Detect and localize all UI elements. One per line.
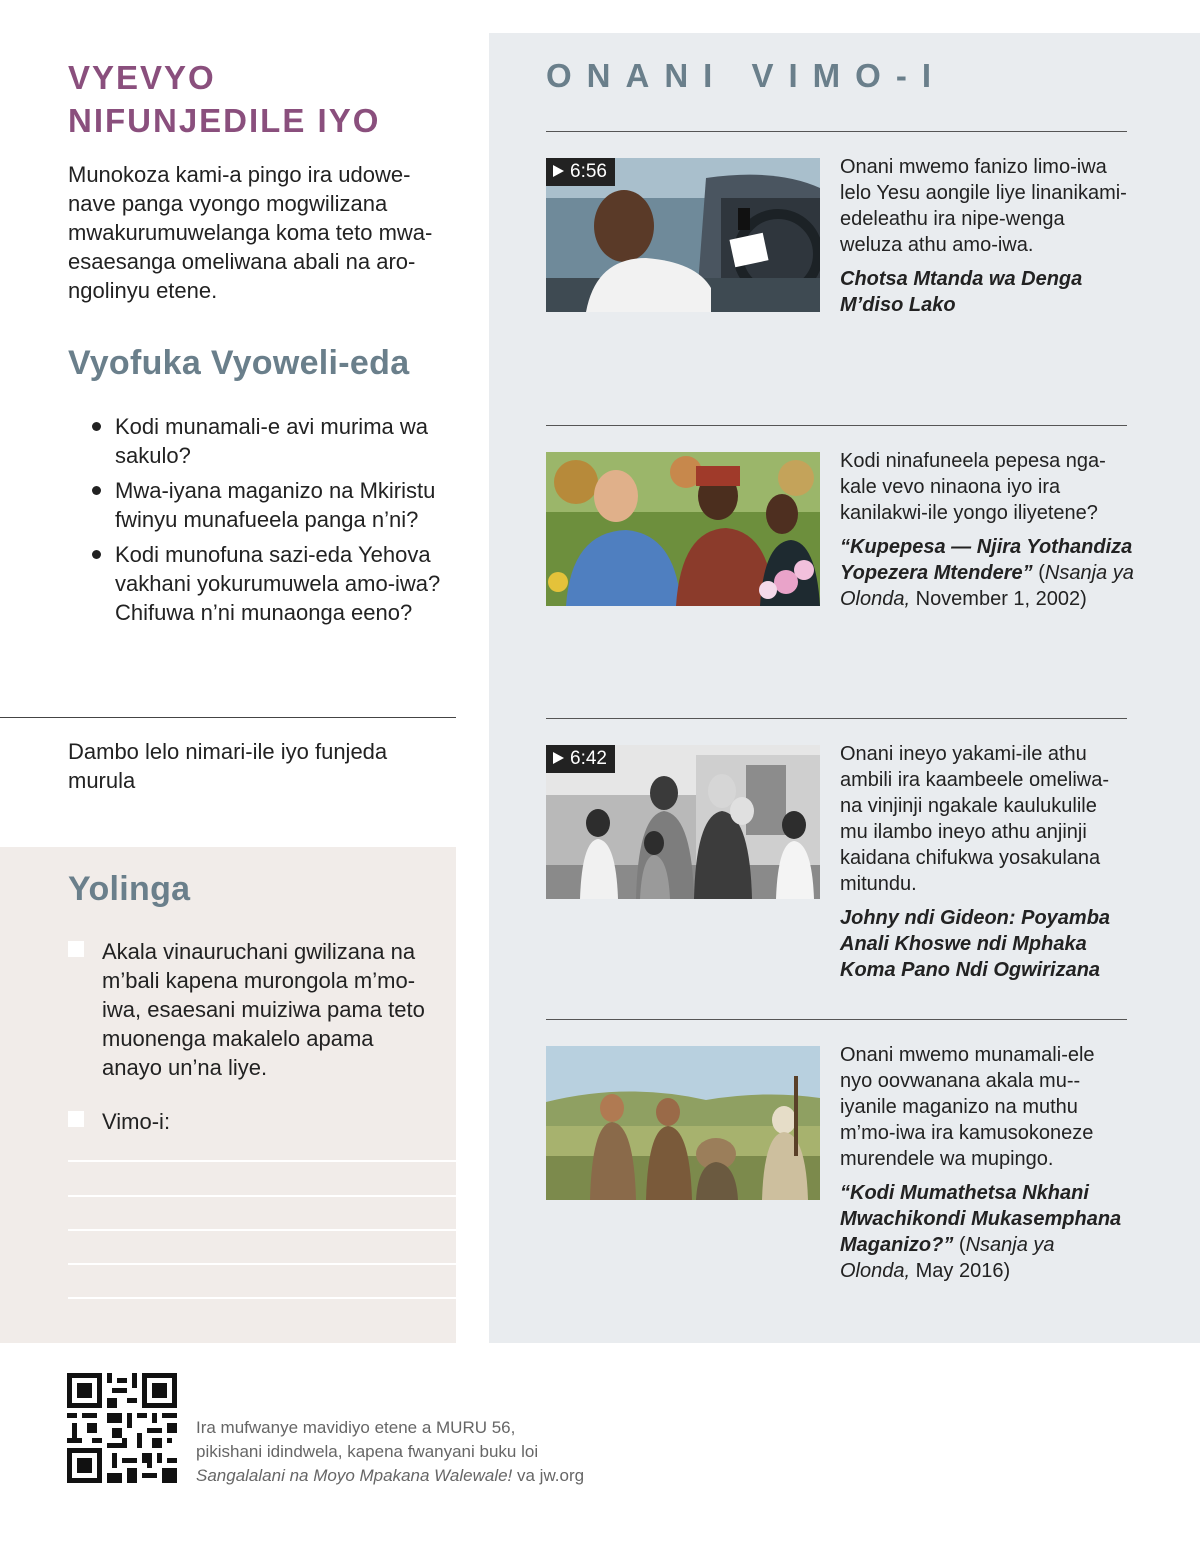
notes-prompt: Dambo lelo nimari-ile iyo funjeda murula [68,739,388,793]
play-icon [553,165,564,177]
qr-code-icon[interactable] [67,1373,177,1483]
reference-source: Nsanja ya Olonda, [840,562,1134,610]
title-line-2: NIFUNJEDILE IYO [68,102,381,139]
duration-text: 6:56 [570,161,607,182]
footer-note [196,1416,676,1488]
question-text: Kodi munamali-e avi murima wa sakulo? [115,414,428,468]
greeting-scene-image [546,452,820,606]
checkbox[interactable] [68,1111,84,1127]
qr-code-graphic [67,1373,177,1483]
reference-title[interactable]: “Kodi Mumathetsa Nkhani Mwachikondi Mukasemphana Maganizo?” [840,1182,1122,1256]
write-line[interactable] [68,1229,456,1231]
questions-heading: Vyofuka Vyoweli-eda [68,344,410,382]
reference-title[interactable]: “Kupepesa — Njira Yothandiza Yopezera Mtendere” [840,536,1133,584]
item-divider [546,425,1127,426]
item-divider [546,1019,1127,1020]
checkbox[interactable] [68,941,84,957]
goal-item-text: Vimo-i: [102,1109,171,1134]
item-reference[interactable] [840,905,1120,983]
item-reference[interactable] [840,1180,1125,1284]
title-line-1: VYEVYO [68,59,216,96]
goal-item-other[interactable] [68,1107,438,1136]
item-description: Kodi ninafuneela pepesa nga-kale vevo ninaona iyo ira kanilakwi-ile yongo iliyetene? [840,450,1106,524]
write-line[interactable] [68,1195,456,1197]
question-text: Kodi munofuna sazi-eda Yehova vakhani yokurumuwela amo-iwa? Chifuwa n’ni munaonga eeno? [115,542,441,625]
ancient-discussion-image [546,1046,820,1200]
question-text: Mwa-iyana maganizo na Mkiristu fwinyu munafueela panga n’ni? [115,478,436,532]
bullet-icon [92,422,101,431]
video-thumbnail-johny-gideon[interactable] [546,745,820,899]
reference-source: Nsanja ya Olonda, [840,1234,1055,1282]
item-divider [546,718,1127,719]
duration-text: 6:42 [570,748,607,769]
reference-date: November 1, 2002) [910,588,1087,610]
item-description: Onani ineyo yakami-ile athu ambili ira kaambeele omeliwa-na vinjinji ngakale kaulukulile mu ilambo ineyo athu anjinji kaidana chifukwa yosakulana mitundu. [840,743,1109,895]
reference-title[interactable]: Johny ndi Gideon: Poyamba Anali Khoswe ndi Mphaka Koma Pano Ndi Ogwirizana [840,907,1111,981]
list-item [92,476,462,534]
bullet-icon [92,486,101,495]
goal-item[interactable] [68,937,438,1082]
reference-date: May 2016) [910,1260,1011,1282]
item-reference[interactable] [840,266,1140,318]
bullet-icon [92,550,101,559]
write-line[interactable] [68,1263,456,1265]
video-duration-badge [546,158,615,186]
play-icon [553,752,564,764]
item-description: Onani mwemo fanizo limo-iwa lelo Yesu aongile liye linanikami-edeleathu ira nipe-wenga weluza athu amo-iwa. [840,156,1127,256]
footer-line-3: va jw.org [512,1466,585,1485]
video-thumbnail-car[interactable] [546,158,820,312]
lesson-section-title [68,56,468,142]
list-item [92,540,462,627]
review-questions-list [92,412,462,633]
video-duration-badge [546,745,615,773]
goal-box [0,847,456,1343]
item-description: Onani mwemo munamali-ele nyo oovwanana akala mu--iyanile maganizo na muthu m’mo-iwa ira kamusokoneze murendele wa mupingo. [840,1044,1095,1170]
explore-heading: ONANI VIMO-I [546,57,946,94]
footer-line-1: Ira mufwanye mavidiyo etene a MURU 56, [196,1418,516,1437]
footer-line-2: pikishani idindwela, kapena fwanyani buku loi [196,1442,539,1461]
reference-title[interactable]: Chotsa Mtanda wa Denga M’diso Lako [840,268,1083,316]
goal-item-text: Akala vinauruchani gwilizana na m’bali kapena murongola m’mo-iwa, esaesani muiziwa pama teto muonenga makalelo apama anayo un’na liye. [102,939,425,1080]
goal-heading: Yolinga [68,870,191,908]
write-line[interactable] [68,1160,456,1162]
reference-paren: ( [1032,562,1045,584]
reference-paren: ( [953,1234,966,1256]
article-image-discussion[interactable] [546,1046,820,1200]
item-divider [546,131,1127,132]
item-reference[interactable] [840,534,1140,612]
section-divider [0,717,456,718]
footer-book-title: Sangalalani na Moyo Mpakana Walewale! [196,1466,513,1485]
article-image-greeting[interactable] [546,452,820,606]
write-line[interactable] [68,1297,456,1299]
list-item [92,412,462,470]
intro-paragraph: Munokoza kami-a pingo ira udowe-nave panga vyongo mogwilizana mwakurumuwelanga koma teto mwa-esaesanga omeliwana abali na aro-ngolinyu etene. [68,162,433,303]
